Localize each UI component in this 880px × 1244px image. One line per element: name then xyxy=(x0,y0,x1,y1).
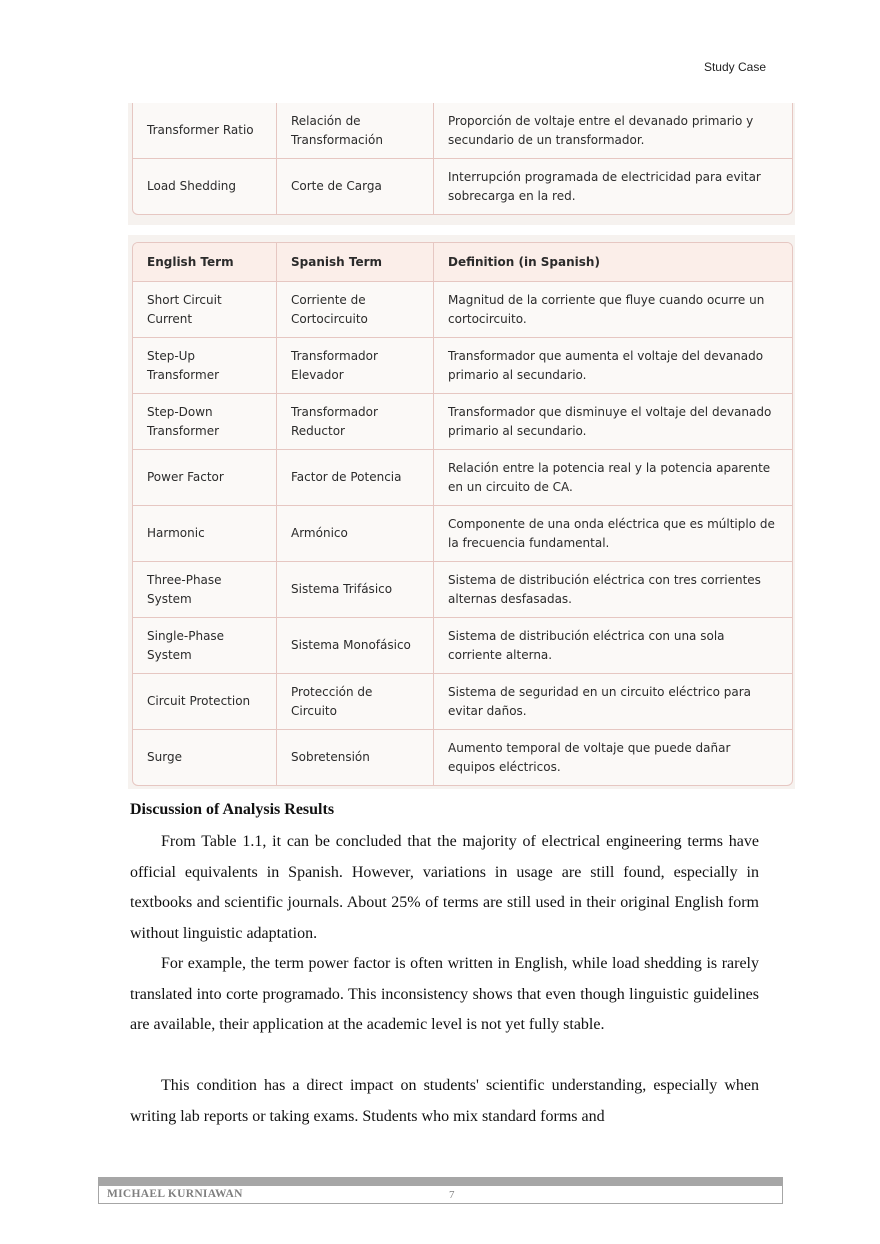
table-row xyxy=(133,338,792,394)
section-heading: Discussion of Analysis Results xyxy=(130,801,335,818)
cell-definition: Sistema de distribución eléctrica con tres corrientes alternas desfasadas. xyxy=(434,562,792,618)
cell-definition: Relación entre la potencia real y la potencia aparente en un circuito de CA. xyxy=(434,450,792,506)
cell-spanish-term: Protección de Circuito xyxy=(277,674,434,730)
table-continuation-image xyxy=(128,103,795,225)
table-row xyxy=(133,562,792,618)
cell-english-term: Transformer Ratio xyxy=(133,103,277,159)
table-row xyxy=(133,394,792,450)
cell-definition: Sistema de distribución eléctrica con una sola corriente alterna. xyxy=(434,618,792,674)
cell-english-term: Three-Phase System xyxy=(133,562,277,618)
terms-table-continued xyxy=(132,103,793,215)
running-header: Study Case xyxy=(703,60,766,74)
terms-table-image xyxy=(128,235,795,789)
cell-spanish-term: Corte de Carga xyxy=(277,159,434,214)
cell-english-term: Surge xyxy=(133,730,277,785)
cell-definition: Proporción de voltaje entre el devanado primario y secundario de un transformador. xyxy=(434,103,792,159)
cell-definition: Magnitud de la corriente que fluye cuando ocurre un cortocircuito. xyxy=(434,282,792,338)
cell-spanish-term: Corriente de Cortocircuito xyxy=(277,282,434,338)
cell-english-term: Circuit Protection xyxy=(133,674,277,730)
column-header-english: English Term xyxy=(133,243,277,282)
cell-english-term: Step-Up Transformer xyxy=(133,338,277,394)
cell-definition: Interrupción programada de electricidad para evitar sobrecarga en la red. xyxy=(448,169,761,203)
cell-spanish-term: Armónico xyxy=(277,506,434,562)
table-row xyxy=(133,618,792,674)
cell-english-term: Harmonic xyxy=(133,506,277,562)
cell-spanish-term: Factor de Potencia xyxy=(277,450,434,506)
page-number: 7 xyxy=(449,1189,455,1201)
cell-spanish-term: Sistema Trifásico xyxy=(277,562,434,618)
table-row xyxy=(133,730,792,785)
terms-table xyxy=(132,242,793,786)
cell-definition: Transformador que aumenta el voltaje del devanado primario al secundario. xyxy=(434,338,792,394)
cell-spanish-term: Sistema Monofásico xyxy=(277,618,434,674)
table-row xyxy=(133,282,792,338)
paragraph-3: This condition has a direct impact on students' scientific understanding, especially when writing lab reports or taking exams. Students who mix standard forms and xyxy=(130,1077,759,1125)
cell-spanish-term: Transformador Elevador xyxy=(277,338,434,394)
paragraph-2: For example, the term power factor is often written in English, while load shedding is rarely translated into corte programado. This inconsistency shows that even though linguistic guidelines are available, their application at the academic level is not yet fully stable. xyxy=(130,955,759,1034)
table-row xyxy=(133,103,792,159)
cell-english-term: Load Shedding xyxy=(133,159,277,214)
cell-spanish-term: Relación de Transformación xyxy=(277,103,434,159)
cell-definition: Transformador que disminuye el voltaje del devanado primario al secundario. xyxy=(434,394,792,450)
footer xyxy=(98,1186,783,1204)
table-row xyxy=(133,450,792,506)
cell-definition: Sistema de seguridad en un circuito eléctrico para evitar daños. xyxy=(434,674,792,730)
table-row xyxy=(133,506,792,562)
cell-english-term: Single-Phase System xyxy=(133,618,277,674)
cell-english-term: Power Factor xyxy=(133,450,277,506)
column-header-spanish: Spanish Term xyxy=(277,243,434,282)
cell-english-term: Step-Down Transformer xyxy=(133,394,277,450)
cell-spanish-term: Sobretensión xyxy=(277,730,434,785)
footer-author: MICHAEL KURNIAWAN xyxy=(107,1188,243,1200)
cell-definition: Aumento temporal de voltaje que puede dañar equipos eléctricos. xyxy=(448,740,731,774)
table-row xyxy=(133,674,792,730)
column-header-definition: Definition (in Spanish) xyxy=(434,243,792,282)
table-row xyxy=(133,159,792,214)
cell-english-term: Short Circuit Current xyxy=(133,282,277,338)
footer-bar xyxy=(98,1177,783,1186)
table-header-row xyxy=(133,243,792,282)
paragraph-1: From Table 1.1, it can be concluded that the majority of electrical engineering terms have official equivalents in Spanish. However, variations in usage are still found, especially in textbooks and scientific journals. About 25% of terms are still used in their original English form without linguistic adaptation. xyxy=(130,833,759,942)
cell-spanish-term: Transformador Reductor xyxy=(277,394,434,450)
cell-definition: Componente de una onda eléctrica que es múltiplo de la frecuencia fundamental. xyxy=(434,506,792,562)
